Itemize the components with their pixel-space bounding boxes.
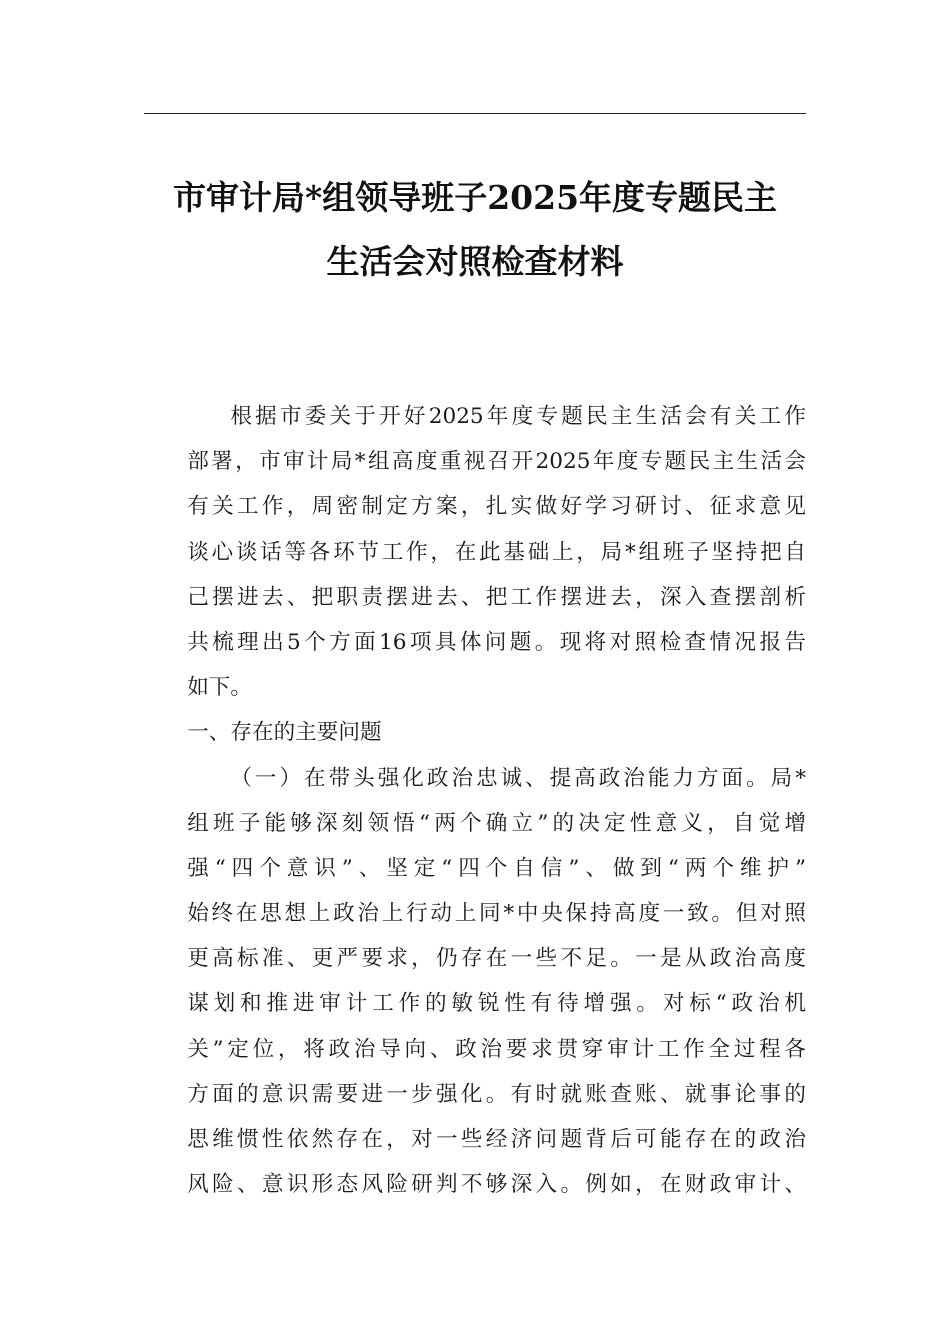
intro-line: 有关工作，周密制定方案，扎实做好学习研讨、征求意见	[187, 494, 806, 520]
section-line: 思维惯性依然存在，对一些经济问题背后可能存在的政治	[187, 1127, 806, 1152]
intro-line: 如下。	[187, 675, 252, 701]
section-line: （一）在带头强化政治忠诚、提高政治能力方面。局*	[230, 765, 806, 791]
intro-paragraph	[144, 394, 806, 710]
section-heading: 一、存在的主要问题	[187, 720, 382, 746]
intro-line: 己摆进去、把职责摆进去、把工作摆进去，深入查摆剖析	[187, 584, 806, 610]
intro-line: 根据市委关于开好2025年度专题民主生活会有关工作	[230, 404, 806, 429]
section-line: 方面的意识需要进一步强化。有时就账查账、就事论事的	[187, 1081, 806, 1107]
section-line: 组班子能够深刻领悟“两个确立”的决定性意义，自觉增	[187, 810, 806, 836]
intro-line: 部署，市审计局*组高度重视召开2025年度专题民主生活会	[187, 449, 806, 475]
section-paragraph	[144, 756, 806, 1208]
section-line: 关”定位，将政治导向、政治要求贯穿审计工作全过程各	[187, 1036, 806, 1062]
section-line: 更高标准、更严要求，仍存在一些不足。一是从政治高度	[187, 946, 806, 972]
title-line-1: 市审计局*组领导班子2025年度专题民主	[172, 178, 778, 217]
header-rule	[144, 113, 806, 114]
intro-line: 谈心谈话等各环节工作，在此基础上，局*组班子坚持把自	[187, 539, 806, 565]
document-body	[144, 394, 806, 1207]
intro-line: 共梳理出5个方面16项具体问题。现将对照检查情况报告	[187, 629, 806, 655]
section-line: 始终在思想上政治上行动上同*中央保持高度一致。但对照	[187, 901, 806, 927]
title-line-2: 生活会对照检查材料	[326, 242, 624, 281]
section-line: 谋划和推进审计工作的敏锐性有待增强。对标“政治机	[187, 991, 806, 1017]
document-title	[144, 166, 806, 294]
section-line: 风险、意识形态风险研判不够深入。例如，在财政审计、	[187, 1172, 806, 1198]
section-line: 强“四个意识”、坚定“四个自信”、做到“两个维护”	[187, 855, 806, 881]
